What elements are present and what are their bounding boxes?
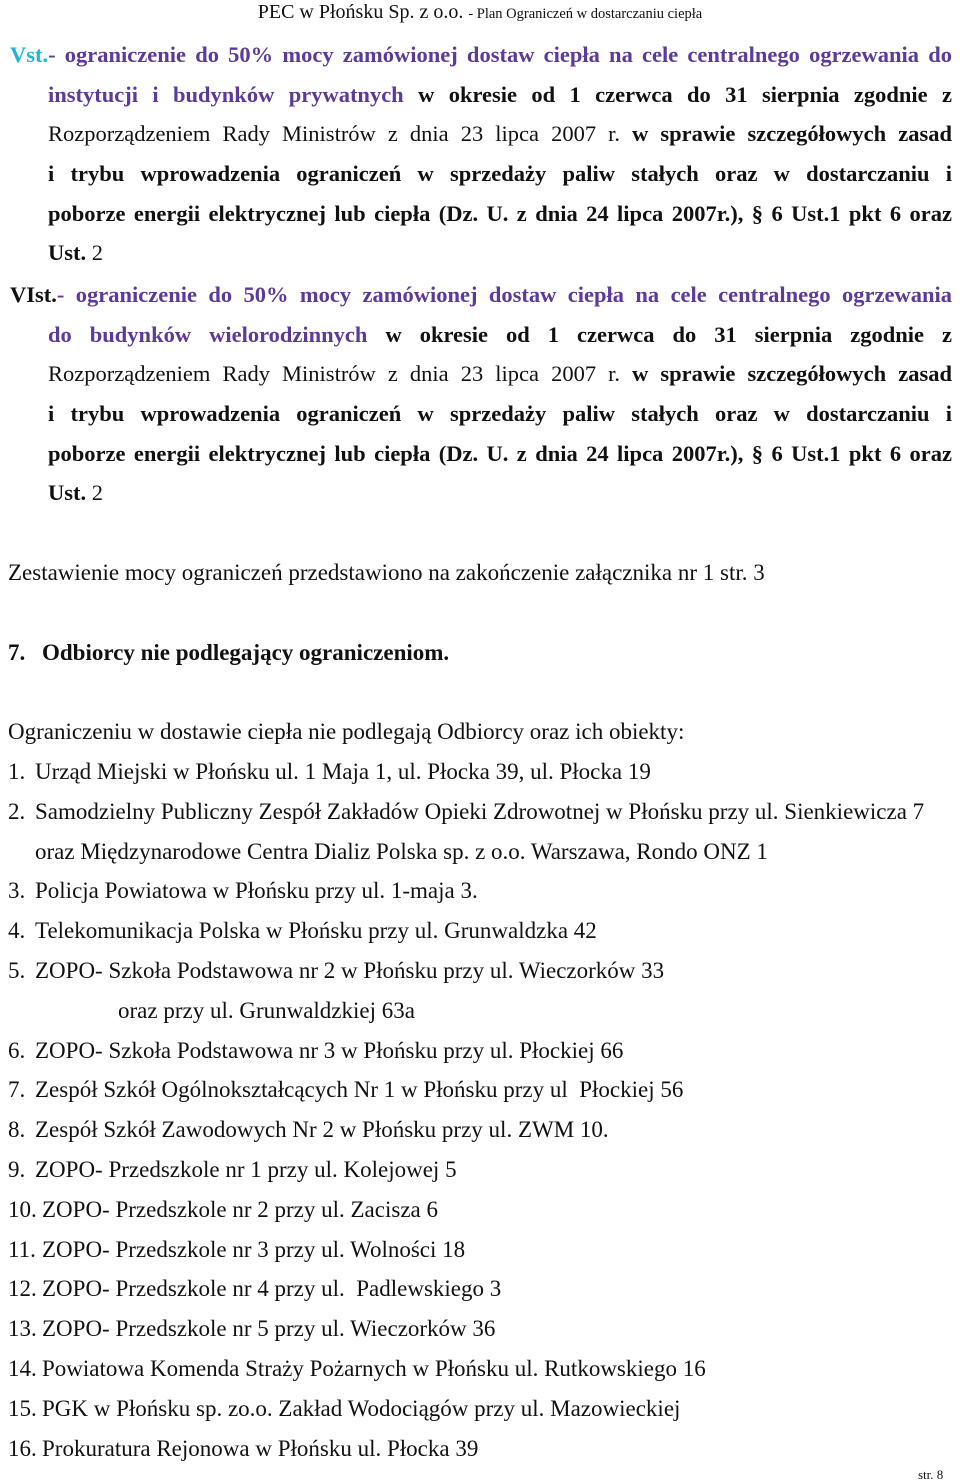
list-item-text: Telekomunikacja Polska w Płońsku przy ul. Grunwaldzka 42 [35, 918, 597, 944]
header-company: PEC w Płońsku Sp. z o.o. [257, 1, 464, 23]
paragraph-line [0, 354, 960, 394]
paragraph-line [0, 315, 960, 355]
list-item-number: 4. [8, 918, 26, 944]
restriction-scope: - ograniczenie do 50% mocy zamówionej dostaw ciepła na cele centralnego ogrzewania do [48, 42, 952, 67]
list-item-number: 6. [8, 1037, 26, 1063]
list-item-number: 16. [8, 1435, 37, 1461]
list-item-continuation: oraz przy ul. Grunwaldzkiej 63a [118, 997, 415, 1023]
list-item [8, 1190, 953, 1230]
regulation-text: w sprawie szczegółowych zasad [620, 361, 952, 387]
restriction-label: VIst. [10, 282, 57, 307]
list-item-text: Powiatowa Komenda Straży Pożarnych w Płońsku ul. Rutkowskiego 16 [42, 1355, 706, 1381]
ust-label: Ust. [48, 240, 87, 266]
list-item-number: 1. [8, 759, 26, 784]
paragraph-line [0, 473, 960, 513]
regulation-text: i trybu wprowadzenia ograniczeń w sprzedaży paliw stałych oraz w dostarczaniu i [48, 161, 952, 187]
paragraph-line [0, 275, 960, 315]
ust-label: Ust. [48, 480, 87, 506]
list-item-number: 14. [8, 1355, 37, 1381]
restriction-period: w okresie od 1 czerwca do 31 sierpnia zgodnie z [403, 81, 952, 107]
paragraph-line [0, 194, 960, 234]
list-item-text: PGK w Płońsku sp. zo.o. Zakład Wodociągów przy ul. Mazowieckiej [42, 1395, 681, 1421]
list-item-text: Zespół Szkół Zawodowych Nr 2 w Płońsku przy ul. ZWM 10. [35, 1117, 609, 1143]
section-heading [8, 633, 449, 673]
list-item-number: 12. [8, 1276, 37, 1302]
restriction-recipients: do budynków wielorodzinnych [48, 321, 368, 347]
paragraph-line [0, 394, 960, 434]
paragraph-line [0, 114, 960, 154]
paragraph-line [0, 434, 960, 474]
list-item [8, 1309, 953, 1349]
paragraph-line [0, 154, 960, 194]
list-item-number: 10. [8, 1196, 37, 1222]
section-title: Odbiorcy nie podlegający ograniczeniom. [42, 640, 450, 665]
list-item [8, 1269, 953, 1309]
regulation-text: i trybu wprowadzenia ograniczeń w sprzedaży paliw stałych oraz w dostarczaniu i [48, 401, 952, 427]
list-item [8, 1031, 953, 1071]
regulation-text: poborze energii elektrycznej lub ciepła (Dz. U. z dnia 24 lipca 2007r.), § 6 Ust.1 pkt 6 oraz [48, 440, 952, 466]
list-item [8, 1429, 953, 1469]
list-item-text: Prokuratura Rejonowa w Płońsku ul. Płocka 39 [42, 1435, 479, 1461]
list-item-text: ZOPO- Szkoła Podstawowa nr 3 w Płońsku przy ul. Płockiej 66 [35, 1037, 624, 1063]
list-item-number: 3. [8, 878, 26, 904]
list-item [8, 1230, 953, 1270]
list-item [8, 951, 953, 991]
list-item [8, 871, 953, 911]
list-item-text: ZOPO- Przedszkole nr 2 przy ul. Zacisza 6 [42, 1196, 438, 1222]
restriction-paragraph-vst [0, 35, 960, 273]
list-item-number: 7. [8, 1077, 26, 1103]
list-item [8, 1110, 953, 1150]
list-item [8, 1349, 953, 1389]
ust-number: 2 [86, 240, 103, 266]
list-item-text: ZOPO- Przedszkole nr 5 przy ul. Wieczorków 36 [42, 1316, 496, 1342]
restriction-paragraph-vist [0, 275, 960, 513]
list-item-text: ZOPO- Przedszkole nr 1 przy ul. Kolejowej 5 [35, 1156, 457, 1182]
list-item [8, 792, 953, 832]
header-title: - Plan Ograniczeń w dostarczaniu ciepła [468, 6, 703, 22]
restriction-scope: - ograniczenie do 50% mocy zamówionej dostaw ciepła na cele centralnego ogrzewania [56, 282, 952, 307]
recipients-intro: Ograniczeniu w dostawie ciepła nie podlegają Odbiorcy oraz ich obiekty: [8, 719, 685, 744]
list-item-text: Zespół Szkół Ogólnokształcących Nr 1 w Płońsku przy ul Płockiej 56 [35, 1077, 684, 1103]
list-item [8, 752, 953, 792]
paragraph-line [0, 35, 960, 75]
list-item-number: 2. [8, 798, 26, 824]
list-item-text: Samodzielny Publiczny Zespół Zakładów Opieki Zdrowotnej w Płońsku przy ul. Sienkiewicza 7 [35, 798, 925, 824]
page-number: str. 8 [918, 1467, 944, 1482]
list-item-text: Urząd Miejski w Płońsku ul. 1 Maja 1, ul. Płocka 39, ul. Płocka 19 [35, 759, 651, 784]
list-item-number: 15. [8, 1395, 37, 1421]
regulation-reference: Rozporządzeniem Rady Ministrów z dnia 23 lipca 2007 r. [48, 361, 621, 387]
list-item [8, 911, 953, 951]
restriction-label: Vst. [10, 42, 49, 67]
list-item-number: 5. [8, 957, 26, 983]
restriction-period: w okresie od 1 czerwca do 31 sierpnia zgodnie z [367, 321, 952, 347]
regulation-text: w sprawie szczegółowych zasad [620, 121, 952, 147]
list-item-number: 9. [8, 1156, 26, 1182]
list-item-text: ZOPO- Przedszkole nr 4 przy ul. Padlewskiego 3 [42, 1276, 502, 1302]
regulation-reference: Rozporządzeniem Rady Ministrów z dnia 23 lipca 2007 r. [48, 121, 621, 147]
summary-note: Zestawienie mocy ograniczeń przedstawiono na zakończenie załącznika nr 1 str. 3 [8, 560, 765, 585]
list-item [8, 1070, 953, 1110]
recipient-list [8, 752, 953, 1468]
paragraph-line [0, 233, 960, 273]
list-item [8, 1389, 953, 1429]
list-item-number: 8. [8, 1117, 26, 1143]
regulation-text: poborze energii elektrycznej lub ciepła (Dz. U. z dnia 24 lipca 2007r.), § 6 Ust.1 pkt 6 oraz [48, 200, 952, 226]
section-number: 7. [8, 640, 26, 665]
list-item [8, 1150, 953, 1190]
list-item-text: Policja Powiatowa w Płońsku przy ul. 1-maja 3. [35, 878, 478, 904]
paragraph-line [0, 75, 960, 115]
list-item-number: 11. [8, 1236, 36, 1262]
restriction-recipients: instytucji i budynków prywatnych [48, 81, 404, 107]
ust-number: 2 [86, 480, 103, 506]
list-item-text: ZOPO- Przedszkole nr 3 przy ul. Wolności 18 [42, 1236, 466, 1262]
list-item-number: 13. [8, 1316, 37, 1342]
list-item-continuation: oraz Międzynarodowe Centra Dializ Polska sp. z o.o. Warszawa, Rondo ONZ 1 [35, 838, 768, 864]
document-header [0, 0, 960, 24]
list-item-text: ZOPO- Szkoła Podstawowa nr 2 w Płońsku przy ul. Wieczorków 33 [35, 957, 665, 983]
